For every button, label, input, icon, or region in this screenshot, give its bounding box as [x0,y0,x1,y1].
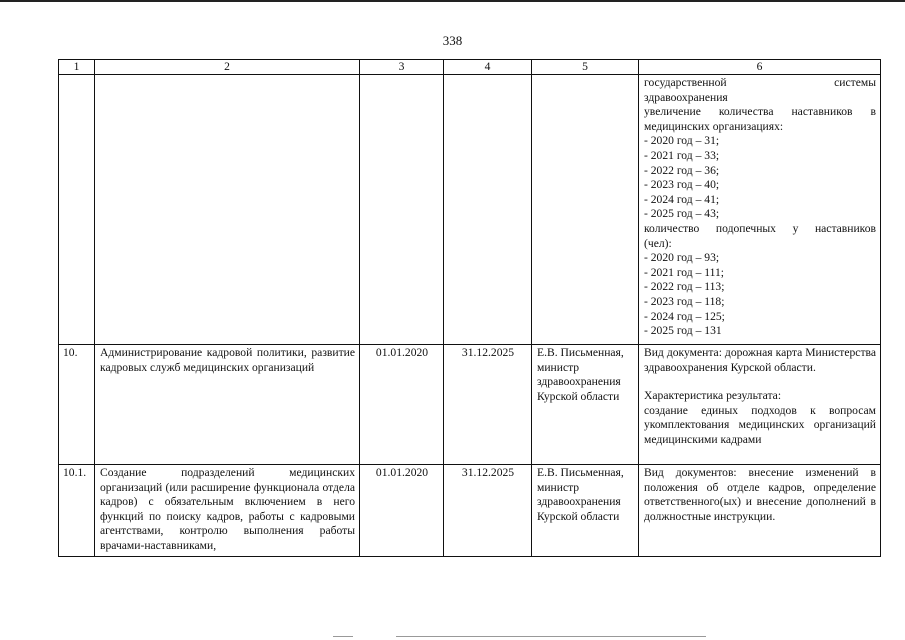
result-line: количество подопечных у наставников [644,221,876,235]
column-header: 5 [532,60,639,75]
document-type-text: Вид документов: внесение изменений в положения об отделе кадров, определение ответственного(ых) и внесение дополнений в должностные инструкции. [644,466,876,523]
responsible-line: Курской области [537,389,620,403]
result-line: государственной системы [644,76,876,89]
result-line: - 2021 год – 111; [644,265,725,279]
row-number-cell: 10.1. [59,465,95,557]
start-date-cell: 01.01.2020 [360,345,444,465]
description-cell: Администрирование кадровой политики, развитие кадровых служб медицинских организаций [95,345,360,465]
result-line: - 2021 год – 33; [644,148,720,162]
responsible-line: Е.В. Письменная, [537,466,624,479]
column-header: 6 [639,60,881,75]
result-cell [639,75,881,345]
result-line: - 2025 год – 131 [644,324,722,338]
footer-mark [333,636,353,637]
responsible-line: Е.В. Письменная, [537,346,624,359]
result-line: - 2024 год – 41; [644,192,720,206]
result-characteristic-text: создание единых подходов к вопросам укомплектования медицинских организаций медицинскими кадрами [644,403,876,446]
result-cell [639,465,881,557]
result-line: - 2023 год – 118; [644,294,725,308]
responsible-cell [532,465,639,557]
result-line: - 2025 год – 43; [644,207,720,221]
table-row [59,75,881,345]
result-line: - 2022 год – 36; [644,163,720,177]
description-cell: Создание подразделений медицинских организаций (или расширение функционала отдела кадров) с обязательным включением в него функций по поиску кадров, работы с кадровыми агентствами, контролю выполнения работы врачами-наставниками, [95,465,360,557]
result-line: увеличение количества наставников в [644,105,876,119]
responsible-line: Курской области [537,509,620,523]
responsible-cell [532,75,639,345]
responsible-line: министр [537,360,580,374]
result-line: - 2024 год – 125; [644,309,725,323]
result-line: медицинских организациях: [644,119,784,133]
column-header: 2 [95,60,360,75]
result-line: - 2022 год – 113; [644,280,725,294]
result-line: - 2020 год – 31; [644,134,720,148]
column-header: 4 [444,60,532,75]
top-border-line [0,0,905,2]
row-number-cell: 10. [59,345,95,465]
end-date-cell: 31.12.2025 [444,345,532,465]
column-header: 1 [59,60,95,75]
column-header: 3 [360,60,444,75]
result-line: (чел): [644,236,672,250]
plan-table [58,59,881,557]
result-line: - 2020 год – 93; [644,251,720,265]
footer-line [396,636,706,637]
result-cell [639,345,881,465]
end-date-cell [444,75,532,345]
start-date-cell [360,75,444,345]
description-cell [95,75,360,345]
responsible-line: министр [537,480,580,494]
document-type-text: Вид документа: дорожная карта Министерства здравоохранения Курской области. [644,346,876,374]
table-row [59,345,881,465]
responsible-line: здравоохранения [537,495,621,509]
table-row [59,465,881,557]
responsible-cell [532,345,639,465]
result-line: - 2023 год – 40; [644,178,720,192]
responsible-line: здравоохранения [537,375,621,389]
row-number-cell [59,75,95,345]
start-date-cell: 01.01.2020 [360,465,444,557]
page-number: 338 [442,33,463,48]
result-characteristic-title: Характеристика результата: [644,389,782,403]
table-header-row [59,60,881,75]
end-date-cell: 31.12.2025 [444,465,532,557]
spacer [644,375,876,389]
result-line: здравоохранения [644,90,728,104]
